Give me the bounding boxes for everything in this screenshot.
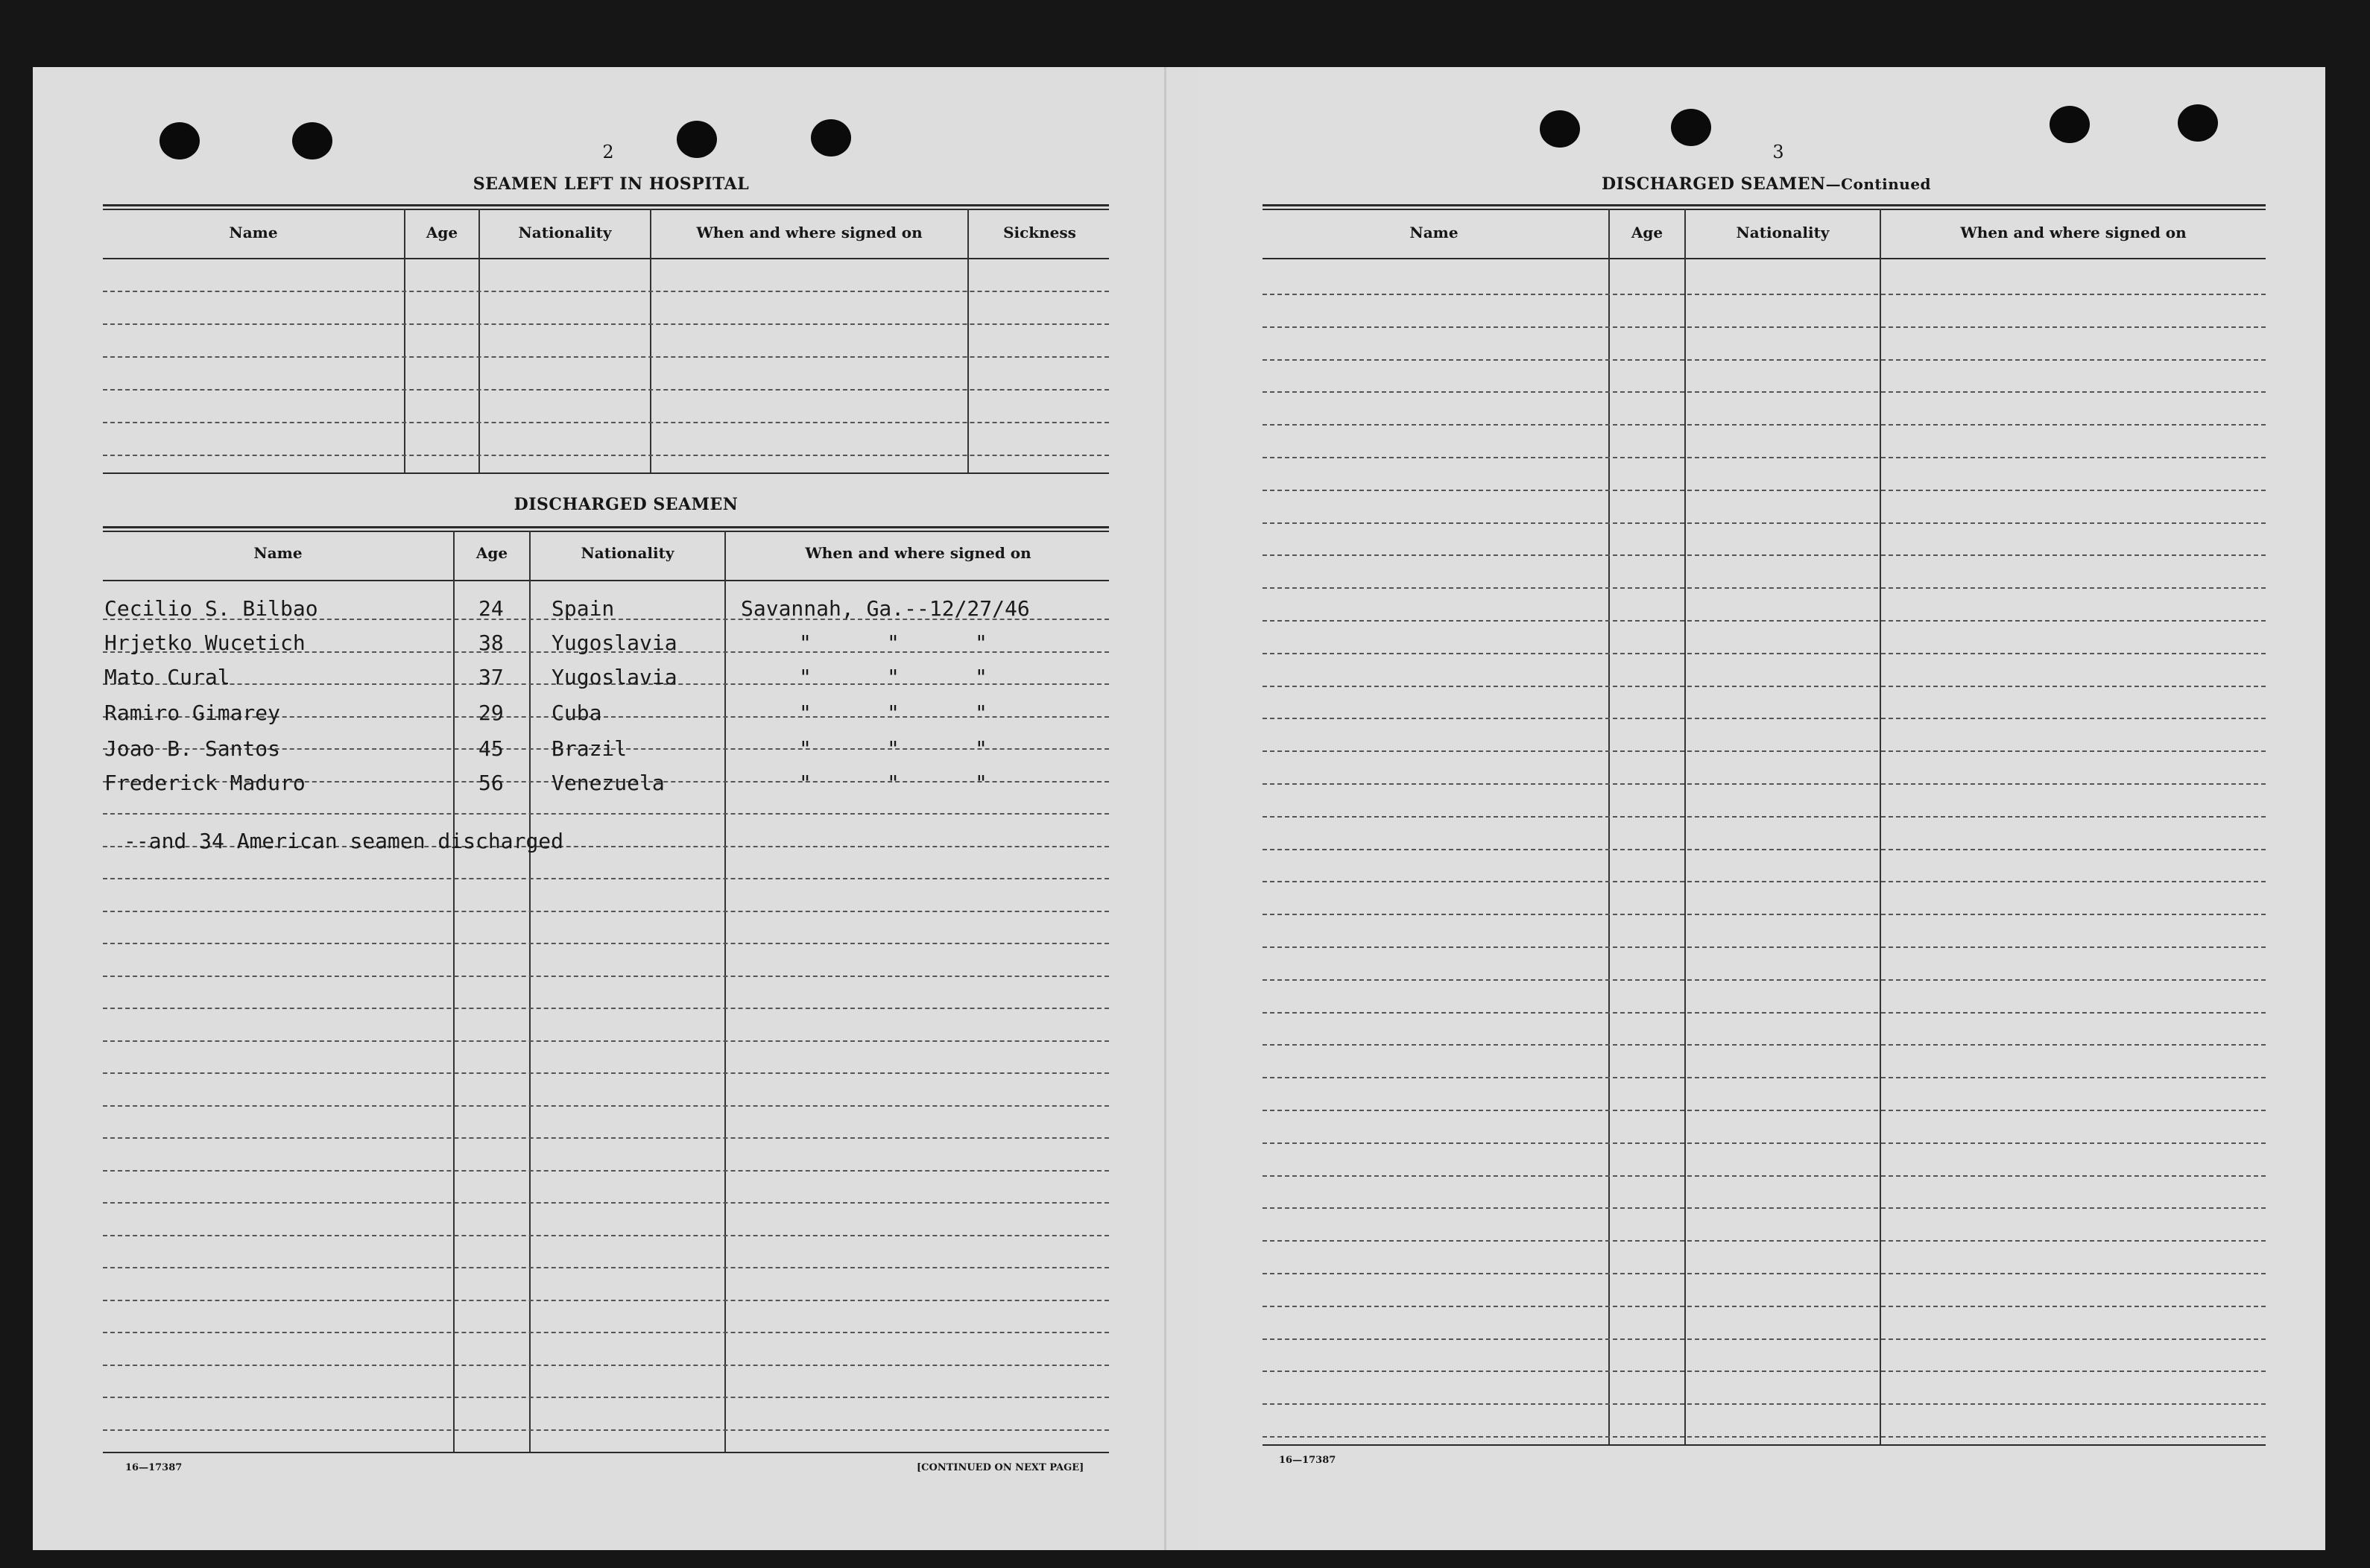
page-gutter — [1164, 67, 1166, 1550]
discharged-col-nationality: Nationality — [581, 544, 674, 562]
discharged-note: --and 34 American seamen discharged — [124, 829, 564, 853]
hospital-col-name: Name — [229, 224, 278, 241]
discharged-name: Joao B. Santos — [104, 736, 281, 761]
punch-hole — [2178, 104, 2218, 142]
right-row-line — [1263, 653, 2266, 654]
right-col-signed-on: When and where signed on — [1960, 224, 2187, 241]
right-row-line — [1263, 1077, 2266, 1078]
right-row-line — [1263, 554, 2266, 556]
discharged-col-age: Age — [475, 544, 508, 562]
discharged-nationality: Yugoslavia — [552, 665, 677, 689]
hospital-row-line — [103, 389, 1109, 391]
hospital-row-line — [103, 455, 1109, 456]
discharged-signed-on: " " " — [799, 736, 987, 761]
right-row-line — [1263, 1240, 2266, 1242]
discharged-row-line — [103, 878, 1109, 879]
right-row-line — [1263, 391, 2266, 393]
right-row-line — [1263, 1207, 2266, 1209]
hospital-row-line — [103, 422, 1109, 423]
right-row-line — [1263, 522, 2266, 524]
continued-note: [CONTINUED ON NEXT PAGE] — [917, 1462, 1084, 1473]
right-row-line — [1263, 1110, 2266, 1111]
right-row-line — [1263, 587, 2266, 589]
hospital-col-signed-on: When and where signed on — [696, 224, 923, 241]
right-row-line — [1263, 849, 2266, 850]
right-row-line — [1263, 1306, 2266, 1307]
discharged-nationality: Spain — [552, 596, 615, 621]
discharged-age: 24 — [478, 596, 504, 621]
discharged-age: 38 — [478, 630, 504, 655]
right-row-line — [1263, 946, 2266, 948]
right-row-line — [1263, 686, 2266, 687]
right-row-line — [1263, 359, 2266, 361]
right-row-line — [1263, 457, 2266, 458]
punch-hole — [1671, 109, 1711, 146]
discharged-signed-on: Savannah, Ga.--12/27/46 — [741, 596, 1030, 621]
right-row-line — [1263, 816, 2266, 818]
discharged-signed-on: " " " — [799, 665, 987, 689]
discharged-row-line — [103, 1008, 1109, 1009]
discharged-row-line — [103, 1300, 1109, 1301]
discharged-row-line — [103, 1332, 1109, 1333]
right-col-nationality: Nationality — [1736, 224, 1830, 241]
discharged-row-line — [103, 1365, 1109, 1366]
right-row-line — [1263, 1012, 2266, 1014]
right-row-line — [1263, 1044, 2266, 1046]
discharged-row-line — [103, 1397, 1109, 1398]
right-row-line — [1263, 294, 2266, 295]
discharged-nationality: Cuba — [552, 701, 602, 725]
discharged-signed-on: " " " — [799, 771, 987, 795]
right-row-line — [1263, 1273, 2266, 1274]
discharged-row-line — [103, 1040, 1109, 1042]
left-page — [33, 67, 1198, 1550]
punch-hole — [1540, 110, 1580, 148]
right-row-line — [1263, 914, 2266, 915]
form-number: 16—17387 — [1279, 1455, 1336, 1466]
punch-hole — [677, 121, 717, 158]
right-row-line — [1263, 718, 2266, 719]
right-row-line — [1263, 750, 2266, 752]
discharged-name: Mato Cural — [104, 665, 230, 689]
hospital-col-nationality: Nationality — [518, 224, 612, 241]
discharged-name: Frederick Maduro — [104, 771, 306, 795]
discharged-col-name: Name — [253, 544, 303, 562]
discharged-name: Ramiro Gimarey — [104, 701, 281, 725]
discharged-row-line — [103, 1137, 1109, 1139]
discharged-row-line — [103, 1429, 1109, 1431]
right-col-age: Age — [1631, 224, 1663, 241]
discharged-signed-on: " " " — [799, 701, 987, 725]
right-row-line — [1263, 620, 2266, 622]
punch-hole — [159, 122, 200, 159]
right-row-line — [1263, 1142, 2266, 1144]
discharged-row-line — [103, 1235, 1109, 1236]
hospital-col-age: Age — [426, 224, 458, 241]
discharged-nationality: Yugoslavia — [552, 630, 677, 655]
hospital-section-title: SEAMEN LEFT IN HOSPITAL — [473, 174, 750, 194]
right-row-line — [1263, 1371, 2266, 1372]
right-col-name: Name — [1409, 224, 1459, 241]
discharged-age: 56 — [478, 771, 504, 795]
right-row-line — [1263, 881, 2266, 882]
discharged-signed-on: " " " — [799, 630, 987, 655]
discharged-col-signed-on: When and where signed on — [805, 544, 1031, 562]
discharged-row-line — [103, 1170, 1109, 1172]
discharged-row-line — [103, 1072, 1109, 1074]
hospital-col-sickness: Sickness — [1003, 224, 1076, 241]
page-number: 3 — [1772, 142, 1784, 162]
form-number: 16—17387 — [125, 1462, 183, 1473]
discharged-row-line — [103, 911, 1109, 912]
hospital-row-line — [103, 356, 1109, 358]
punch-hole — [811, 119, 851, 157]
discharged-row-line — [103, 1105, 1109, 1107]
right-row-line — [1263, 1338, 2266, 1340]
discharged-name: Cecilio S. Bilbao — [104, 596, 318, 621]
discharged-section-title: DISCHARGED SEAMEN — [514, 495, 739, 514]
right-page — [1198, 67, 2325, 1550]
right-row-line — [1263, 424, 2266, 426]
punch-hole — [292, 122, 332, 159]
discharged-nationality: Venezuela — [552, 771, 665, 795]
right-row-line — [1263, 783, 2266, 785]
discharged-age: 37 — [478, 665, 504, 689]
discharged-row-line — [103, 976, 1109, 977]
discharged-row-line — [103, 943, 1109, 944]
right-row-line — [1263, 326, 2266, 328]
discharged-row-line — [103, 813, 1109, 815]
discharged-row-line — [103, 1202, 1109, 1204]
page-number: 2 — [602, 142, 614, 162]
right-section-title: DISCHARGED SEAMEN—Continued — [1601, 174, 1932, 194]
discharged-name: Hrjetko Wucetich — [104, 630, 306, 655]
right-row-line — [1263, 490, 2266, 491]
hospital-row-line — [103, 291, 1109, 292]
discharged-nationality: Brazil — [552, 736, 628, 761]
right-row-line — [1263, 1403, 2266, 1405]
discharged-age: 45 — [478, 736, 504, 761]
right-row-line — [1263, 979, 2266, 981]
right-row-line — [1263, 1436, 2266, 1438]
right-row-line — [1263, 1175, 2266, 1177]
discharged-age: 29 — [478, 701, 504, 725]
hospital-row-line — [103, 323, 1109, 325]
discharged-row-line — [103, 1267, 1109, 1268]
punch-hole — [2050, 106, 2090, 143]
